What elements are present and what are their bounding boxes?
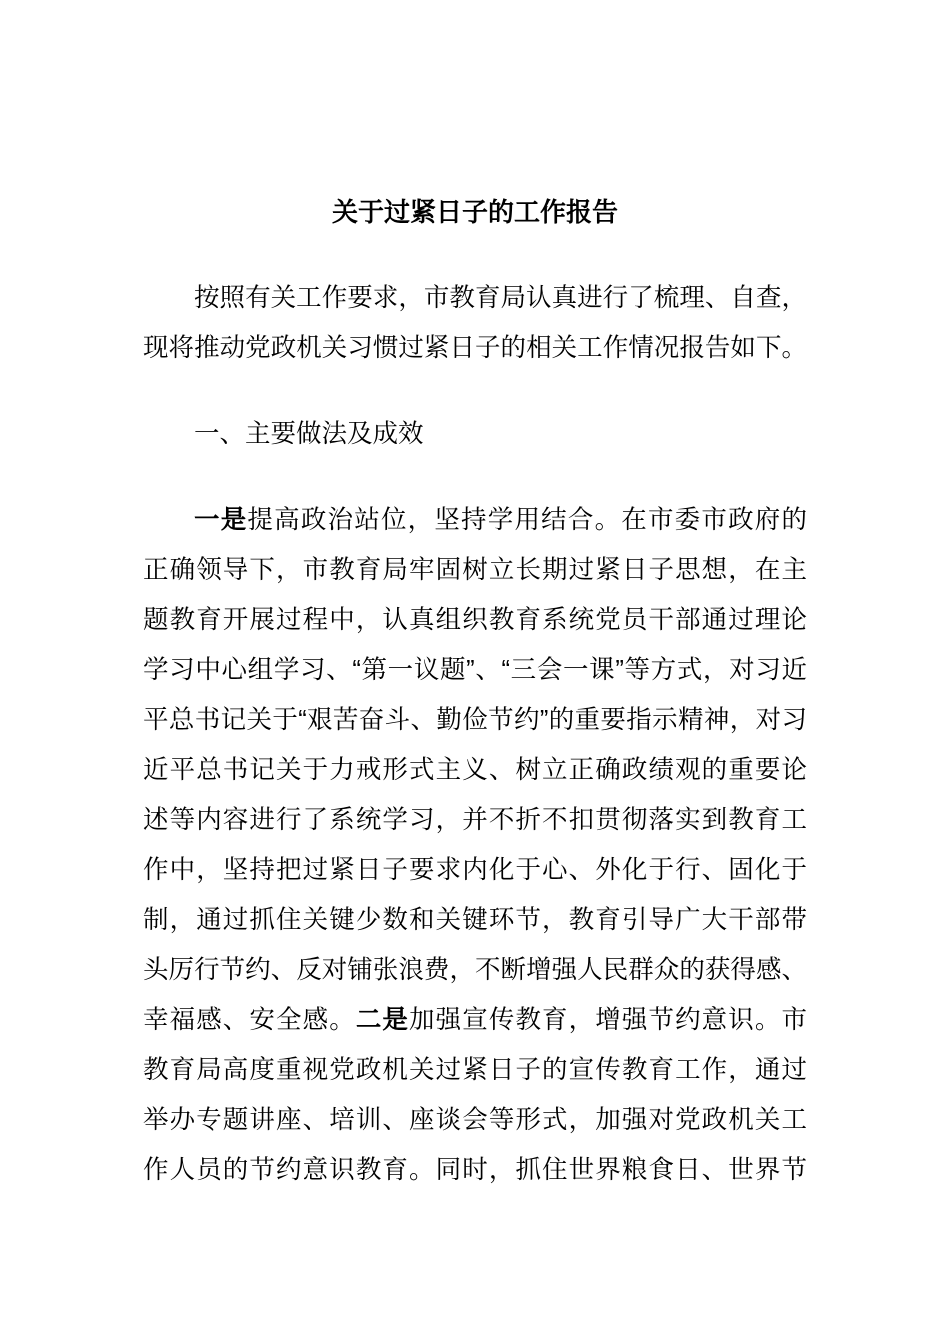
text-line (143, 409, 807, 459)
text-run: 题教育开展过程中，认真组织教育系统党员干部通过理论 (143, 606, 807, 634)
document-title (143, 187, 807, 237)
bold-text-run: 关于过紧日子的工作报告 (331, 197, 618, 227)
text-line (143, 495, 807, 545)
text-line (143, 745, 807, 795)
text-line (143, 323, 807, 373)
text-run: 教育局高度重视党政机关过紧日子的宣传教育工作，通过 (143, 1056, 807, 1084)
text-line (143, 645, 807, 695)
text-run: 举办专题讲座、培训、座谈会等形式，加强对党政机关工 (143, 1106, 807, 1134)
text-run: 正确领导下，市教育局牢固树立长期过紧日子思想，在主 (143, 556, 807, 584)
text-run: 近平总书记关于力戒形式主义、树立正确政绩观的重要论 (143, 756, 807, 784)
text-run: 一、主要做法及成效 (194, 420, 424, 448)
text-line (143, 895, 807, 945)
text-run: 制，通过抓住关键少数和关键环节，教育引导广大干部带 (143, 906, 807, 934)
bold-text-run: 二是 (355, 1006, 410, 1034)
text-line (143, 845, 807, 895)
text-line (143, 187, 807, 237)
text-run: 平总书记关于“艰苦奋斗、勤俭节约”的重要指示精神，对习 (143, 706, 807, 734)
section-heading (143, 409, 807, 459)
text-line (143, 1095, 807, 1145)
text-run: 作人员的节约意识教育。同时，抓住世界粮食日、世界节 (143, 1156, 807, 1184)
body-paragraph (143, 495, 807, 1195)
text-run: 作中，坚持把过紧日子要求内化于心、外化于行、固化于 (143, 856, 807, 884)
bold-text-run: 一是 (194, 506, 248, 534)
text-line (143, 1145, 807, 1195)
text-run: 按照有关工作要求，市教育局认真进行了梳理、自查， (194, 284, 807, 312)
text-run: 现将推动党政机关习惯过紧日子的相关工作情况报告如下。 (143, 334, 807, 362)
text-run: 加强宣传教育，增强节约意识。市 (409, 1006, 807, 1034)
text-run: 学习中心组学习、“第一议题”、“三会一课”等方式，对习近 (143, 656, 807, 684)
text-line (143, 1045, 807, 1095)
body-paragraph (143, 273, 807, 373)
text-line (143, 695, 807, 745)
text-line (143, 795, 807, 845)
text-run: 幸福感、安全感。 (143, 1006, 356, 1034)
text-line (143, 945, 807, 995)
text-line (143, 273, 807, 323)
text-run: 提高政治站位，坚持学用结合。在市委市政府的 (247, 506, 807, 534)
text-run: 述等内容进行了系统学习，并不折不扣贯彻落实到教育工 (143, 806, 807, 834)
text-line (143, 545, 807, 595)
text-line (143, 595, 807, 645)
text-line (143, 995, 807, 1045)
text-run: 头厉行节约、反对铺张浪费，不断增强人民群众的获得感、 (143, 956, 807, 984)
